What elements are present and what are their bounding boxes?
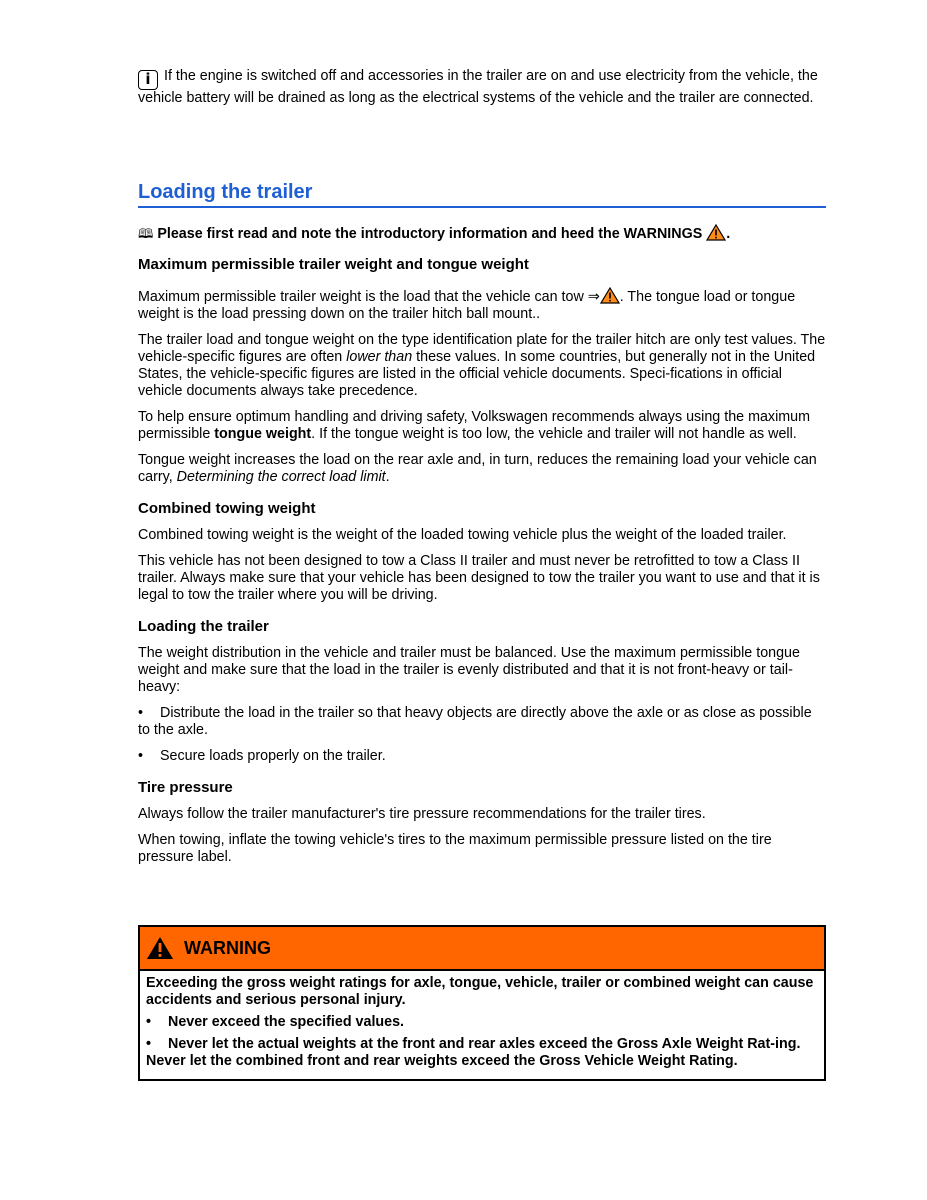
list-item: • Distribute the load in the trailer so that heavy objects are directly above the axle or as close as possible to the axle. xyxy=(138,705,812,738)
warning-title: WARNING xyxy=(184,937,271,958)
load-limit-link[interactable]: Determining the correct load limit xyxy=(176,469,386,485)
list-item: • Never exceed the specified values. xyxy=(146,1014,405,1030)
info-note xyxy=(138,68,826,107)
paragraph: When towing, inflate the towing vehicle's tires to the maximum permissible pressure listed on the tire pressure label. xyxy=(138,832,772,865)
warning-text: Exceeding the gross weight ratings for axle, tongue, vehicle, trailer or combined weight can cause accidents and serious personal injury. xyxy=(146,975,814,1008)
list-item: • Secure loads properly on the trailer. xyxy=(138,748,386,764)
warning-box xyxy=(138,925,826,1081)
content xyxy=(138,256,826,875)
warning-body xyxy=(140,971,824,1079)
paragraph: Tongue weight increases the load on the rear axle and, in turn, reduces the remaining load your vehicle can carry, Determining the correct load limit. xyxy=(138,452,817,485)
paragraph: Always follow the trailer manufacturer's tire pressure recommendations for the trailer tires. xyxy=(138,806,706,822)
paragraph: Combined towing weight is the weight of the loaded towing vehicle plus the weight of the loaded trailer. xyxy=(138,527,787,543)
warning-triangle-icon[interactable] xyxy=(600,287,620,304)
intro-end: . xyxy=(726,226,731,242)
bullet: • xyxy=(138,705,144,721)
intro-text: Please first read and note the introductory information and heed the WARNINGS xyxy=(157,226,703,242)
bullet: • xyxy=(138,748,144,764)
paragraph: The weight distribution in the vehicle and trailer must be balanced. Use the maximum permissible tongue weight and make sure that the load in the trailer is evenly distributed and that it is not front-heavy or tail-heavy: xyxy=(138,645,800,695)
bullet: • xyxy=(146,1014,152,1030)
warning-icon xyxy=(146,936,174,960)
section-title: Loading the trailer xyxy=(138,180,826,208)
paragraph: The trailer load and tongue weight on the type identification plate for the trailer hitch are only test values. The vehicle-specific figures are often lower than these values. In some countries, but generally not in the United States, the vehicle-specific figures are listed in the official vehicle documents. Speci-fications in official vehicle documents always take precedence. xyxy=(138,332,826,399)
book-icon: 🕮 xyxy=(138,227,154,242)
warning-header xyxy=(140,927,824,971)
bullet: • xyxy=(146,1036,152,1052)
paragraph: Maximum permissible trailer weight is the load that the vehicle can tow ⇒ . The tongue load or tongue weight is the load pressing down on the trailer hitch ball mount.. xyxy=(138,289,796,322)
heading-loading: Loading the trailer xyxy=(138,618,269,635)
info-note-text: If the engine is switched off and accessories in the trailer are on and use electricity from the vehicle, the vehicle battery will be drained as long as the electrical systems of the vehicle and the trailer are connected. xyxy=(138,68,818,106)
warning-triangle-icon xyxy=(706,224,726,241)
info-icon: i xyxy=(138,70,158,90)
cross-reference-arrow[interactable]: ⇒ xyxy=(587,289,600,305)
heading-tire-pressure: Tire pressure xyxy=(138,779,233,796)
paragraph: This vehicle has not been designed to tow a Class II trailer and must never be retrofitted to tow a Class II trailer. Always make sure that your vehicle has been designed to tow the trailer you want to use and that it is legal to tow the trailer where you will be driving. xyxy=(138,553,820,603)
intro-line xyxy=(138,224,730,243)
heading-combined-weight: Combined towing weight xyxy=(138,500,316,517)
list-item: • Never let the actual weights at the front and rear axles exceed the Gross Axle Weight Rat-ing. Never let the combined front and rear weights exceed the Gross Vehicle Weight Rating. xyxy=(146,1036,801,1069)
heading-max-weight: Maximum permissible trailer weight and tongue weight xyxy=(138,256,529,273)
paragraph: To help ensure optimum handling and driving safety, Volkswagen recommends always using the maximum permissible tongue weight. If the tongue weight is too low, the vehicle and trailer will not handle as well. xyxy=(138,409,811,442)
